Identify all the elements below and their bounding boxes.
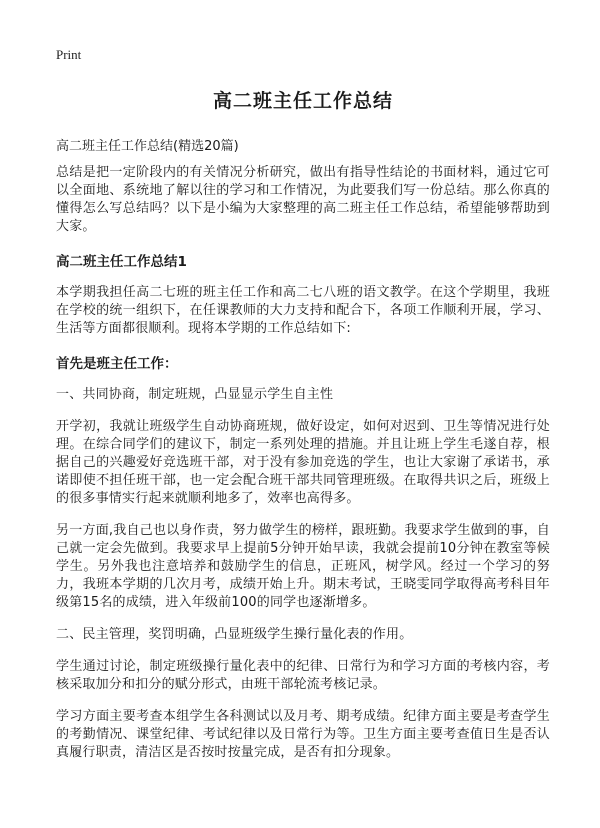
paragraph-1: 开学初，我就让班级学生自动协商班规，做好设定，如何对迟到、卫生等情况进行处理。在综合同学们的建议下，制定一系列处理的措施。并且让班上学生毛遂自荐，根据自己的兴趣爱好竞选班干部，对于没有参加竞选的学生，也让大家谢了承诺书，承诺即使不担任班干部，也一定会配合班干部共同管理班级。在取得共识之后，班级上的很多事情实行起来就顺利地多了，效率也高得多。 [56, 419, 550, 506]
document-title: 高二班主任工作总结 [212, 90, 393, 112]
point-heading-2: 二、民主管理，奖罚明确，凸显班级学生操行量化表的作用。 [56, 627, 413, 642]
paragraph-2: 另一方面,我自己也以身作责，努力做学生的榜样，跟班勤。我要求学生做到的事，自己就一定会先做到。我要求早上提前5分钟开始早读，我就会提前10分钟在教室等候学生。另外我也注意培养和鼓励学生的信息，正班风，树学风。经过一个学习的努力，我班本学期的几次月考，成绩开始上升。期末考试，王晓雯同学取得高考科目年级第15名的成绩，进入年级前100的同学也逐渐增多。 [56, 523, 550, 610]
paragraph-3: 学生通过讨论，制定班级操行量化表中的纪律、日常行为和学习方面的考核内容，考核采取加分和扣分的赋分形式，由班干部轮流考核记录。 [56, 659, 550, 692]
intro-paragraph: 总结是把一定阶段内的有关情况分析研究，做出有指导性结论的书面材料，通过它可以全面地、系统地了解以往的学习和工作情况，为此要我们写一份总结。那么你真的懂得怎么写总结吗？以下是小编为大家整理的高二班主任工作总结，希望能够帮助到大家。 [56, 165, 550, 234]
print-link[interactable]: Print [56, 47, 82, 62]
document-subtitle: 高二班主任工作总结(精选20篇) [56, 139, 239, 154]
section-heading: 高二班主任工作总结1 [56, 254, 187, 270]
section-intro-paragraph: 本学期我担任高二七班的班主任工作和高二七八班的语文教学。在这个学期里，我班在学校的统一组织下，在任课教师的大力支持和配合下，各项工作顺利开展，学习、生活等方面都很顺利。现将本学期的工作总结如下: [56, 285, 550, 336]
paragraph-4: 学习方面主要考查本组学生各科测试以及月考、期考成绩。纪律方面主要是考查学生的考勤情况、课堂纪律、考试纪律以及日常行为等。卫生方面主要考查值日生是否认真履行职责，清洁区是否按时按量完成，是否有扣分现象。 [56, 709, 550, 760]
sub-heading: 首先是班主任工作： [56, 356, 178, 372]
point-heading-1: 一、共同协商，制定班规，凸显显示学生自主性 [56, 387, 334, 402]
document-body [56, 86, 550, 776]
